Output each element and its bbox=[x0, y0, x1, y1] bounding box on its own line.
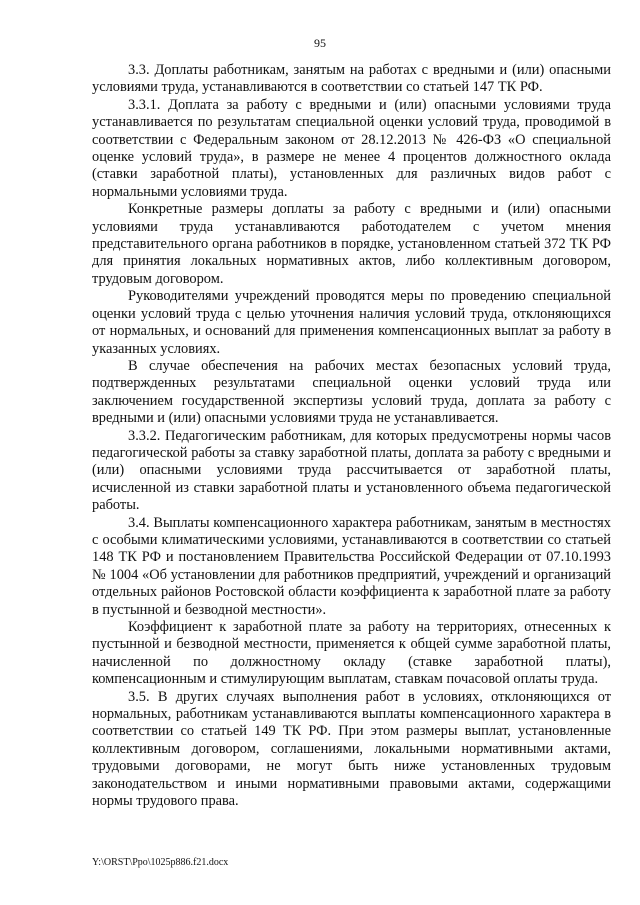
paragraph-specific-amounts: Конкретные размеры доплаты за работу с вредными и (или) опасными условиями труда устанавливаются работодателем с учетом мнения представительного органа работников в порядке, установленном статьей 372 ТК РФ для принятия локальных нормативных актов, либо коллективным договором, трудовым договором. bbox=[92, 201, 611, 287]
paragraph-safe-conditions: В случае обеспечения на рабочих местах безопасных условий труда, подтвержденных результатами специальной оценки условий труда или заключением государственной экспертизы условий труда, доплата за работу с вредными и (или) опасными условиями труда не устанавливается. bbox=[92, 357, 611, 427]
paragraph-3-3-1: 3.3.1. Доплата за работу с вредными и (или) опасными условиями труда устанавливается по результатам специальной оценки условий труда, проводимой в соответствии с Федеральным законом от 28.12.2013 № 426-ФЗ «О специальной оценке условий труда», в размере не менее 4 процентов должностного оклада (ставки заработной платы), установленных для различных видов работ с нормальными условиями труда. bbox=[92, 96, 611, 200]
footer-file-path: Y:\ORST\Ppo\1025p886.f21.docx bbox=[92, 857, 229, 868]
paragraph-managers-assessment: Руководителями учреждений проводятся меры по проведению специальной оценки условий труда с целью уточнения наличия условий труда, отклоняющихся от нормальных, и оснований для применения компенсационных выплат за работу в указанных условиях. bbox=[92, 288, 611, 357]
paragraph-3-3: 3.3. Доплаты работникам, занятым на работах с вредными и (или) опасными условиями труда, устанавливаются в соответствии со статьей 147 ТК РФ. bbox=[92, 62, 611, 96]
paragraph-coefficient: Коэффициент к заработной плате за работу на территориях, отнесенных к пустынной и безводной местности, применяется к общей сумме заработной платы, начисленной по должностному окладу (ставке заработной платы), компенсационным и стимулирующим выплатам, ставкам почасовой оплаты труда. bbox=[92, 619, 611, 688]
paragraph-3-3-2: 3.3.2. Педагогическим работникам, для которых предусмотрены нормы часов педагогической работы за ставку заработной платы, доплата за работу с вредными и (или) опасными условиями труда рассчитывается от заработной платы, исчисленной из ставки заработной платы и установленного объема педагогической работы. bbox=[92, 427, 611, 514]
paragraph-3-4: 3.4. Выплаты компенсационного характера работникам, занятым в местностях с особыми климатическими условиями, устанавливаются в соответствии со статьей 148 ТК РФ и постановлением Правительства Российской Федерации от 07.10.1993 № 1004 «Об установлении для работников предприятий, учреждений и организаций отдельных районов Ростовской области коэффициента к заработной плате за работу в пустынной и безводной местности». bbox=[92, 514, 611, 618]
paragraph-3-5: 3.5. В других случаях выполнения работ в условиях, отклоняющихся от нормальных, работникам устанавливаются выплаты компенсационного характера в соответствии со статьей 149 ТК РФ. При этом размеры выплат, установленные коллективным договором, соглашениями, локальными нормативными актами, трудовыми договорами, не могут быть ниже установленных трудовым законодательством и иными нормативными правовыми актами, содержащими нормы трудового права. bbox=[92, 688, 611, 810]
page-number: 95 bbox=[314, 36, 326, 50]
document-body bbox=[92, 62, 611, 810]
